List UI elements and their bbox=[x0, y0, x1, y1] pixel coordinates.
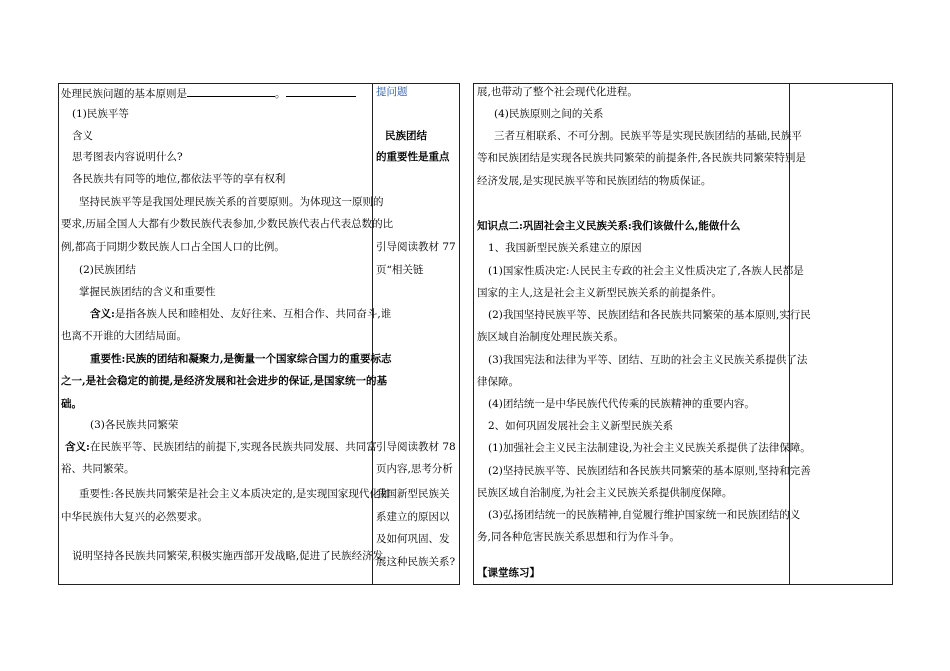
section-heading: (1)民族平等 bbox=[72, 108, 129, 120]
paragraph-line: (2)坚持民族平等、民族团结和各民族共同繁荣的基本原则,坚持和完善 bbox=[488, 465, 811, 477]
paragraph-line: 三者互相联系、不可分割。民族平等是实现民族团结的基础,民族平 bbox=[494, 130, 802, 142]
guide-note: 引导阅读教材 77 bbox=[376, 241, 456, 253]
paragraph-line: (1)国家性质决定:人民民主专政的社会主义性质决定了,各族人民都是 bbox=[488, 265, 804, 277]
paragraph-line: 等和民族团结是实现各民族共同繁荣的前提条件,各民族共同繁荣特别是 bbox=[477, 152, 806, 164]
guide-note: 引导阅读教材 78 bbox=[376, 441, 456, 453]
rights-text: 各民族共有同等的地位,都依法平等的享有权利 bbox=[72, 173, 286, 185]
section-heading: (4)民族原则之间的关系 bbox=[494, 108, 604, 120]
unity-importance: 之一,是社会稳定的前提,是经济发展和社会进步的保证,是国家统一的基 bbox=[61, 375, 387, 387]
paragraph-line: 坚持民族平等是我国处理民族关系的首要原则。为体现这一原则的 bbox=[79, 196, 384, 208]
guide-note: 我国新型民族关 bbox=[376, 488, 450, 500]
paragraph-line: 说明坚持各民族共同繁荣,积极实施西部开发战略,促进了民族经济发 bbox=[72, 550, 384, 562]
unity-importance: 础。 bbox=[61, 398, 82, 410]
blank-1 bbox=[187, 85, 275, 97]
key-point-note: 的重要性是重点 bbox=[376, 151, 450, 163]
paragraph-line: 要求,历届全国人大都有少数民族代表参加,少数民族代表占代表总数的比 bbox=[61, 218, 394, 230]
section-heading: (2)民族团结 bbox=[79, 264, 136, 276]
section-heading: (3)各民族共同繁荣 bbox=[90, 419, 179, 431]
knowledge-point-title: 知识点二:巩固社会主义民族关系:我们该做什么,能做什么 bbox=[477, 220, 741, 232]
exercise-heading: 【课堂练习】 bbox=[477, 567, 540, 579]
paragraph-line: 展,也带动了整个社会现代化进程。 bbox=[477, 86, 638, 98]
prosperity-meaning: 含义:在民族平等、民族团结的前提下,实现各民族共同发展、共同富 bbox=[65, 441, 377, 453]
paragraph-line: 族区域自治制度处理民族关系。 bbox=[477, 331, 624, 343]
guide-note: 系建立的原因以 bbox=[376, 511, 450, 523]
paragraph-line: 务,同各种危害民族关系思想和行为作斗争。 bbox=[477, 531, 680, 543]
think-question: 思考图表内容说明什么? bbox=[72, 151, 183, 163]
principle-question: 处理民族问题的基本原则是 。 bbox=[61, 85, 356, 101]
paragraph-line: 民族区域自治制度,为社会主义民族关系提供制度保障。 bbox=[477, 487, 733, 499]
unity-importance: 重要性:民族的团结和凝聚力,是衡量一个国家综合国力的重要标志 bbox=[90, 353, 392, 365]
paragraph-line: (4)团结统一是中华民族代代传乘的民族精神的重要内容。 bbox=[488, 398, 755, 410]
guide-note: 展这种民族关系? bbox=[376, 556, 456, 568]
paragraph-line: (3)弘扬团结统一的民族精神,自觉履行维护国家统一和民族团结的义 bbox=[488, 509, 801, 521]
paragraph-line: 中华民族伟大复兴的必然要求。 bbox=[61, 511, 208, 523]
paragraph-line: 经济发展,是实现民族平等和民族团结的物质保证。 bbox=[477, 175, 712, 187]
unity-meaning: 含义:是指各族人民和睦相处、友好往来、互相合作、共同奋斗,谁 bbox=[90, 308, 392, 320]
meaning-label: 含义 bbox=[72, 130, 93, 142]
section-heading: 2、如何巩固发展社会主义新型民族关系 bbox=[488, 420, 674, 432]
guide-note: 页内容,思考分析 bbox=[376, 463, 453, 475]
guide-note: 页“相关链 bbox=[376, 264, 424, 276]
paragraph-line: 也离不开谁的大团结局面。 bbox=[61, 330, 187, 342]
section-heading: 1、我国新型民族关系建立的原因 bbox=[488, 242, 642, 254]
paragraph-line: 重要性:各民族共同繁荣是社会主义本质决定的,是实现国家现代化和 bbox=[79, 488, 391, 500]
paragraph-line: (1)加强社会主义民主法制建设,为社会主义民族关系提供了法律保障。 bbox=[488, 442, 811, 454]
paragraph-line: (3)我国宪法和法律为平等、团结、互助的社会主义民族关系提供了法 bbox=[488, 354, 808, 366]
grasp-text: 掌握民族团结的含义和重要性 bbox=[79, 286, 216, 298]
paragraph-line: 律保障。 bbox=[477, 376, 519, 388]
ask-question-note: 提问题 bbox=[376, 86, 408, 98]
paragraph-line: (2)我国坚持民族平等、民族团结和各民族共同繁荣的基本原则,实行民 bbox=[488, 309, 811, 321]
blank-2 bbox=[286, 85, 356, 97]
left-column-divider bbox=[372, 84, 373, 584]
paragraph-line: 例,都高于同期少数民族人口占全国人口的比例。 bbox=[61, 241, 285, 253]
guide-note: 及如何巩固、发 bbox=[376, 533, 450, 545]
paragraph-line: 裕、共同繁荣。 bbox=[61, 463, 135, 475]
paragraph-line: 国家的主人,这是社会主义新型民族关系的前提条件。 bbox=[477, 287, 722, 299]
key-point-note: 民族团结 bbox=[385, 130, 427, 142]
